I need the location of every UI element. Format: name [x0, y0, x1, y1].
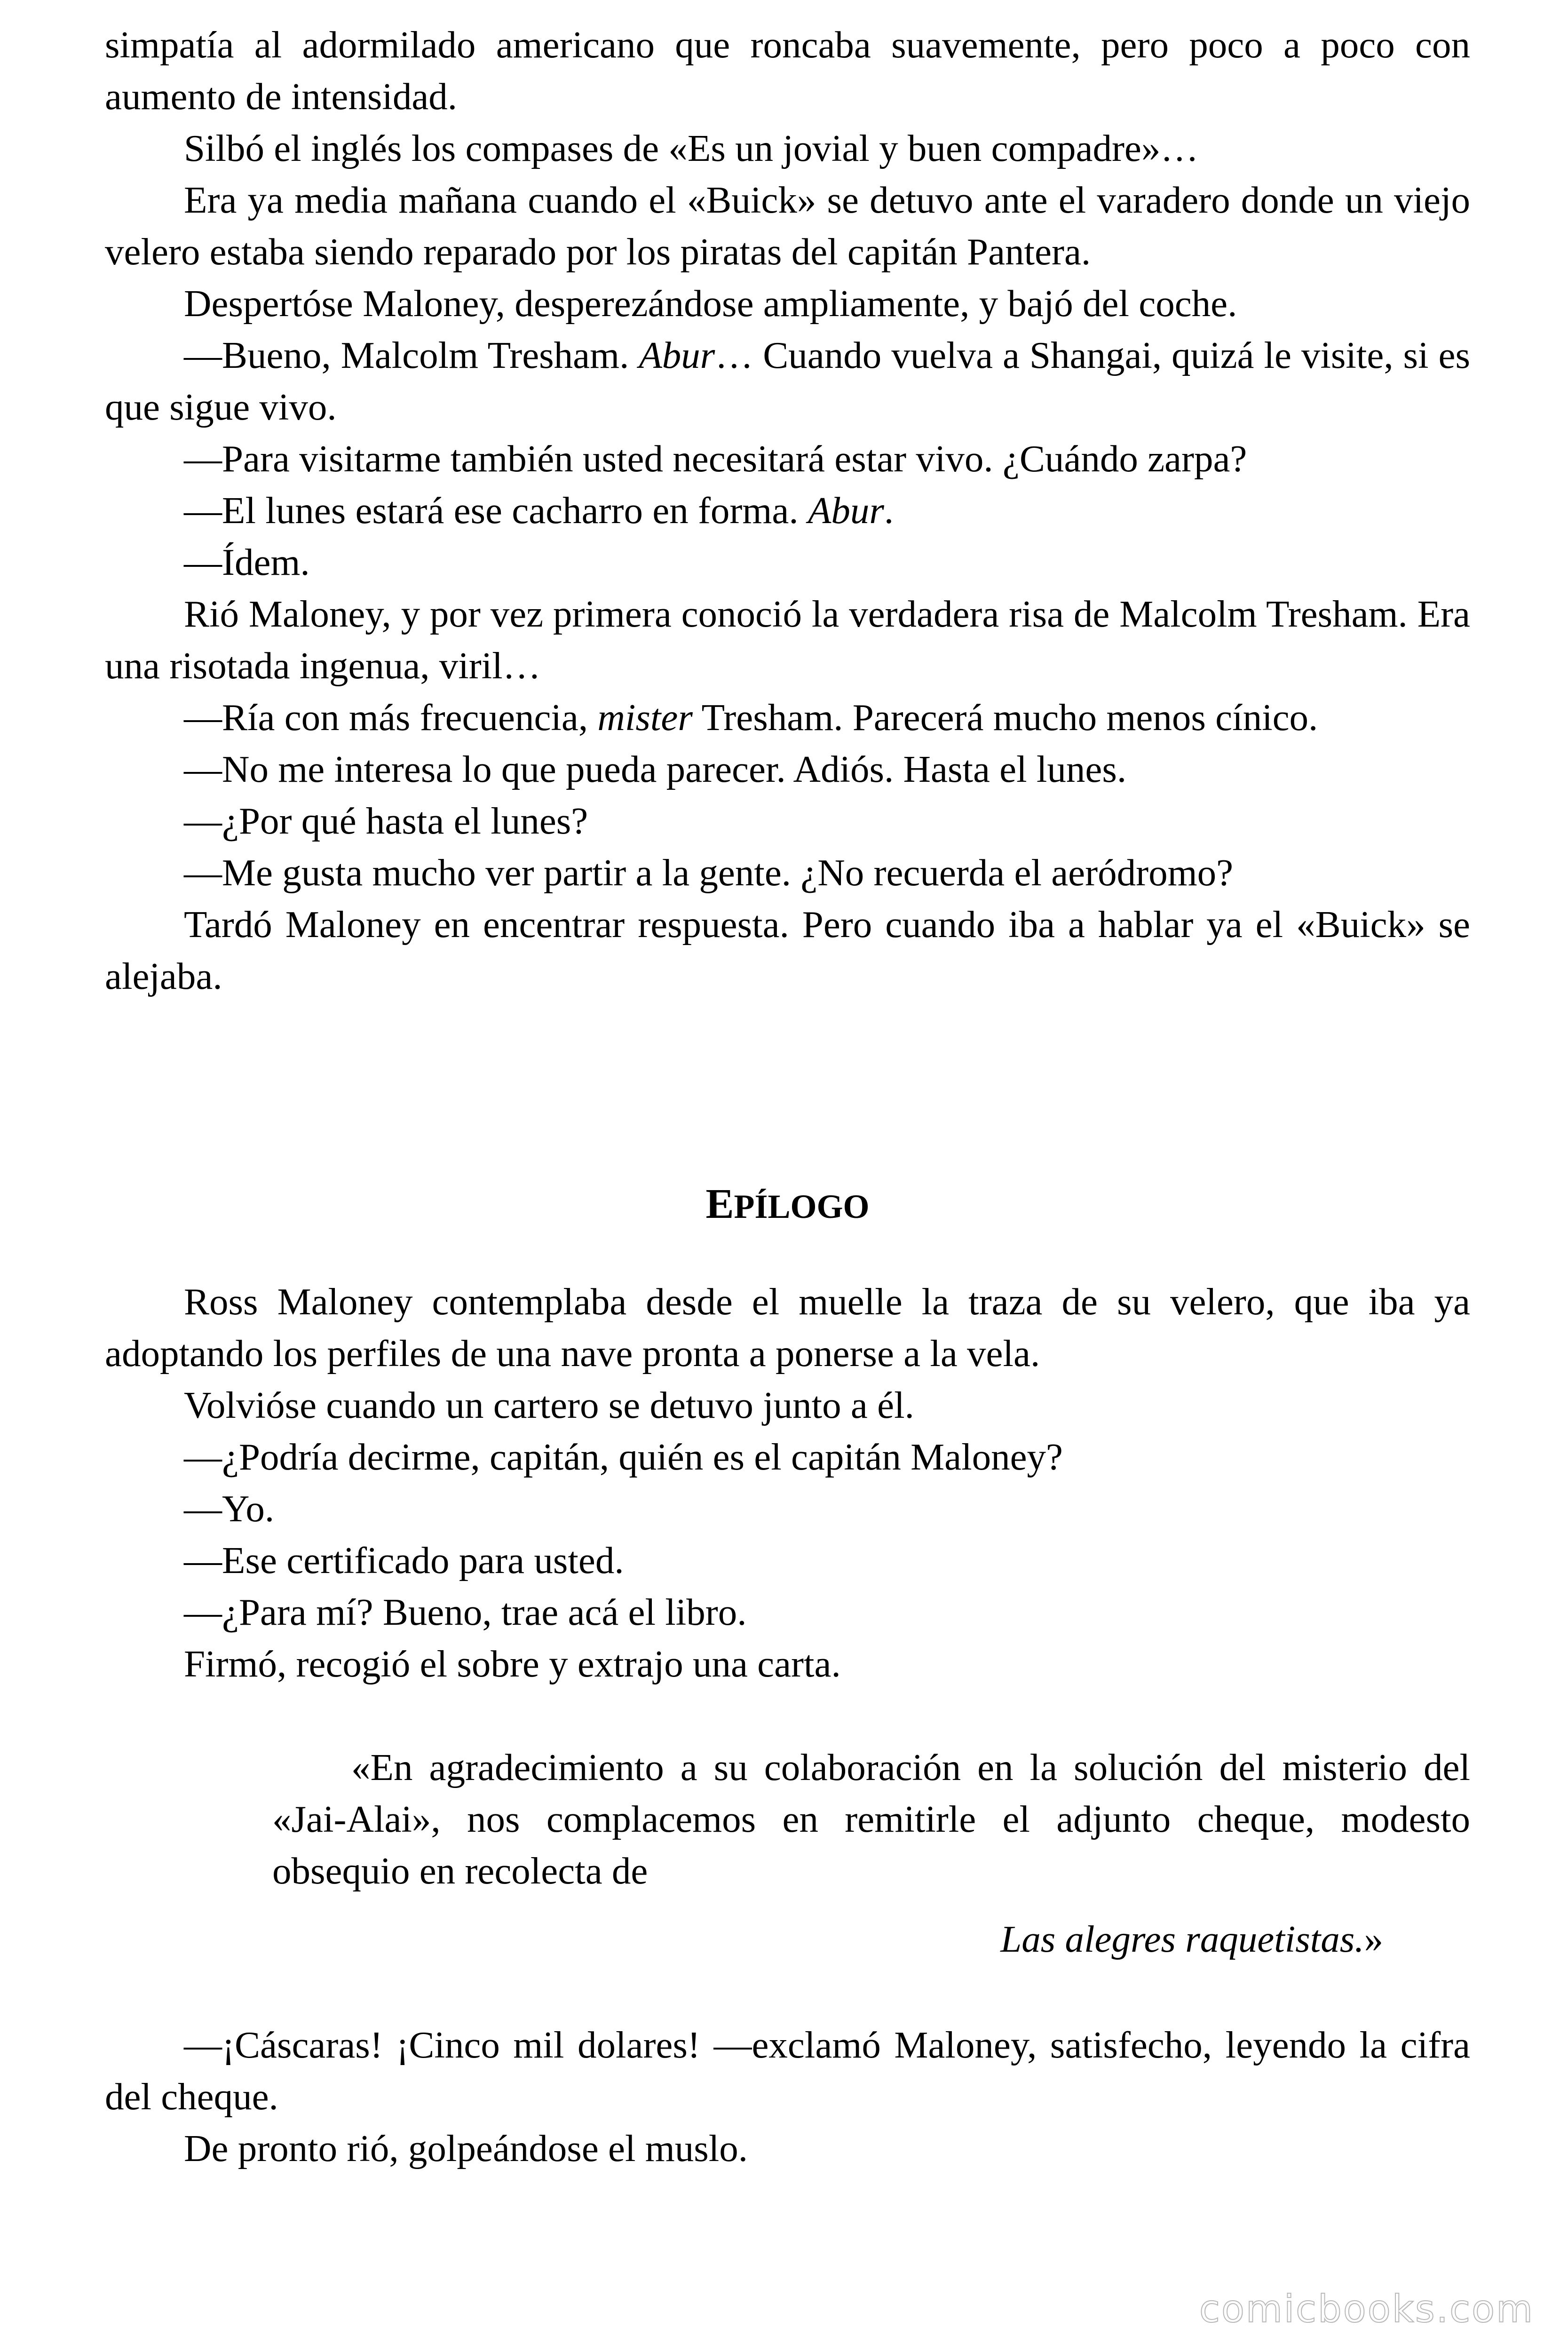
text-run: —¿Podría decirme, capitán, quién es el capitán Maloney?	[184, 1436, 1063, 1478]
italic-text: Abur	[808, 489, 884, 532]
text-run: —Ese certificado para usted.	[184, 1539, 624, 1581]
paragraph	[105, 485, 1470, 536]
text-run: Silbó el inglés los compases de «Es un jovial y buen compadre»…	[184, 127, 1199, 169]
epilogue-heading	[105, 1178, 1470, 1232]
text-run: Ross Maloney contemplaba desde el muelle la traza de su velero, que iba ya adoptando los perfiles de una nave pronta a ponerse a la vela.	[105, 1280, 1470, 1375]
letter-closing-quote: »	[1364, 1918, 1383, 1960]
paragraph	[105, 1586, 1470, 1638]
watermark-text: comicbooks.com	[1199, 2287, 1534, 2331]
paragraph	[105, 174, 1470, 278]
closing-text	[105, 2019, 1470, 2174]
text-run: —¿Para mí? Bueno, trae acá el libro.	[184, 1591, 747, 1633]
paragraph	[105, 1534, 1470, 1586]
paragraph	[105, 1276, 1470, 1379]
text-run: Rió Maloney, y por vez primera conoció la verdadera risa de Malcolm Tresham. Era una risotada ingenua, viril…	[105, 593, 1470, 687]
text-run: —Ría con más frecuencia,	[184, 696, 598, 739]
text-run: Volvióse cuando un cartero se detuvo junto a él.	[184, 1384, 914, 1426]
italic-text: Abur	[639, 334, 715, 376]
letter-signature-name: Las alegres raquetistas.	[1000, 1918, 1364, 1960]
text-run: —El lunes estará ese cacharro en forma.	[184, 489, 808, 532]
letter-quote	[272, 1741, 1470, 1965]
paragraph	[105, 847, 1470, 898]
paragraph	[105, 19, 1470, 122]
paragraph	[105, 588, 1470, 691]
text-run: —¿Por qué hasta el lunes?	[184, 800, 588, 842]
italic-text: mister	[597, 696, 693, 739]
text-run: Era ya media mañana cuando el «Buick» se detuvo ante el varadero donde un viejo velero estaba siendo reparado por los piratas del capitán Pantera.	[105, 179, 1470, 273]
paragraph	[105, 329, 1470, 433]
text-run: simpatía al adormilado americano que roncaba suavemente, pero poco a poco con aumento de intensidad.	[105, 24, 1470, 118]
paragraph	[105, 743, 1470, 795]
text-run: —Me gusta mucho ver partir a la gente. ¿No recuerda el aeródromo?	[184, 851, 1234, 894]
paragraph	[105, 795, 1470, 847]
text-run: —Para visitarme también usted necesitará estar vivo. ¿Cuándo zarpa?	[184, 437, 1247, 480]
paragraph	[105, 691, 1470, 743]
book-page	[105, 19, 1470, 2174]
text-run: De pronto rió, golpeándose el muslo.	[184, 2127, 748, 2169]
paragraph	[105, 536, 1470, 588]
paragraph	[105, 1431, 1470, 1483]
text-run: Firmó, recogió el sobre y extrajo una carta.	[184, 1643, 841, 1685]
chapter-ending-text	[105, 19, 1470, 1002]
paragraph	[105, 2122, 1470, 2174]
text-run: .	[884, 489, 894, 532]
text-run: —No me interesa lo que pueda parecer. Adiós. Hasta el lunes.	[184, 748, 1127, 790]
paragraph	[105, 898, 1470, 1002]
paragraph	[105, 1483, 1470, 1534]
text-run: Tardó Maloney en encentrar respuesta. Pero cuando iba a hablar ya el «Buick» se alejaba.	[105, 903, 1470, 997]
paragraph	[105, 278, 1470, 329]
text-run: —Yo.	[184, 1487, 275, 1530]
heading-initial: E	[705, 1181, 734, 1227]
epilogue-text	[105, 1276, 1470, 1690]
paragraph	[105, 122, 1470, 174]
text-run: —¡Cáscaras! ¡Cinco mil dolares! —exclamó Maloney, satisfecho, leyendo la cifra del cheque.	[105, 2024, 1470, 2118]
text-run: Tresham. Parecerá mucho menos cínico.	[692, 696, 1318, 739]
letter-body: «En agradecimiento a su colaboración en la solución del misterio del «Jai-Alai», nos complacemos en remitirle el adjunto cheque, modesto obsequio en recolecta de	[272, 1746, 1470, 1892]
paragraph	[105, 433, 1470, 485]
section-break	[105, 1002, 1470, 1178]
paragraph	[105, 1638, 1470, 1690]
paragraph	[105, 2019, 1470, 2122]
text-run: —Ídem.	[184, 541, 310, 583]
text-run: … Cuando vuelva a Shangai, quizá le visite, si es que sigue vivo.	[105, 334, 1470, 428]
paragraph	[105, 1379, 1470, 1431]
text-run: —Bueno, Malcolm Tresham.	[184, 334, 639, 376]
letter-signature	[272, 1913, 1383, 1965]
text-run: Despertóse Maloney, desperezándose ampliamente, y bajó del coche.	[184, 282, 1237, 325]
heading-rest: PÍLOGO	[734, 1188, 870, 1225]
